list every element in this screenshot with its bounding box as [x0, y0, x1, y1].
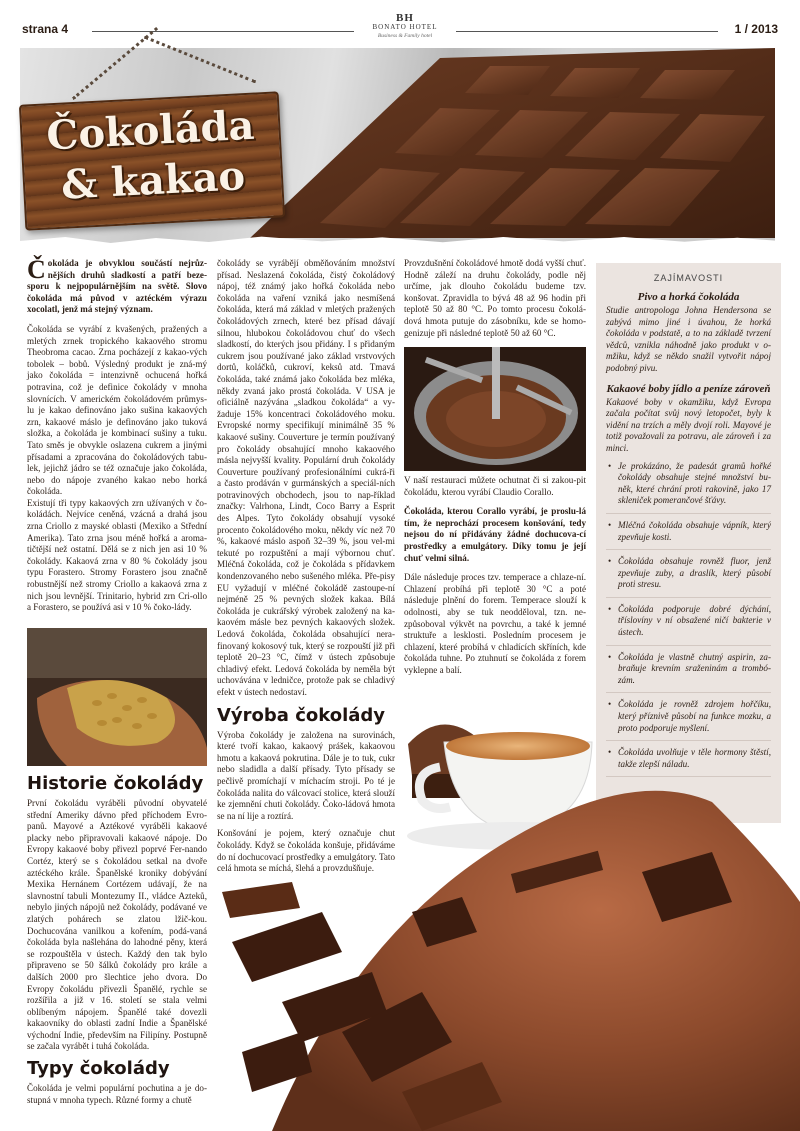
- fact-item: • Čokoláda uvolňuje v těle hormony štěstí, takže zlepší náladu.: [606, 747, 771, 777]
- paragraph-production: Výroba čokolády je založena na surovinách, které tvoří kakao, kakaový prášek, kakaovou hmotu a kakaová pokrutina. Dále je to tuk, cukr nebo sladidla a další přísady. Tyto přísady se pečlivě promíchají v míchacím stroji. Po té je čokoláda nalita do válcovací stolice, která slouží ke zjemnění chuti čokolády. Čoko-ládová hmota se na ní lije a roztírá.: [217, 729, 395, 821]
- paragraph-types-cont: čokolády se vyrábějí obměňováním množství přísad. Neslazená čokoláda, čistý čokoládový nápoj, též známý jako hořká čokoláda nebo čokoláda na vaření vzniká jako nesmíšená čokoláda, která má základ v mletých pražených čokoládových zrnech, které bez přísad dávají silnou, hlubokou čokoládovou chuť do všech sladkostí, do kterých jsou přidány. I s přidaným cukrem jsou používané jako základ vrstvových dortů, koláčků, cukroví, keksů atd. Tmavá čokoláda, také známá jako čokoláda bez mléka, někdy zvaná jako prostá čokoláda. V USA je oficiálně nazývána „sladkou čokoláda“ a vy-žaduje 15% koncentraci čokoládového moku. Evropské normy specifikují minimálně 35 % kakaové sušiny. Couverture je termín používaný pro čokolády obsahující mnoho kakaového másla nejvyšší kvality. Populární druh čokolády Couverture používaný profesionálními cukrá-ři a často prodáván v gurmánských a speciál-ních potravinových obchodech, jsou to nap-říklad značky: Valrhona, Lindt, Coco Barry a Esprit des Alpes. Tyto čokolády obsahují vysoké procento čokoládového moku, někdy víc než 70 %, kakaové máslo aspoň 32–39 %, jsou vel-mi tekuté po rozpuštění a mají výbornou chuť. Mléčná čokoláda, což je čokoláda s přídavkem kondenzovaného nebo sušeného mléka. Pře-pisy EU vyžadují v mléčné čokoládě zastoupe-ní nejméně 25 % pevných složek kakaa. Bílá čokoláda je cukrářský výrobek založený na ka-kaovém másle bez pevných kakaových složek. Ledová čokoláda, čokoláda obsahující nera-finovaný kokosový tuk, který se rozpouští již při teplotě 20–23 °C, čímž v ústech způsobuje chladivý efekt. Ledová čokoláda by neměla být uchovávána v ledničce, protože pak se chladivý efekt v ústech nedostaví.: [217, 258, 395, 697]
- paragraph-intro: Čokoláda se vyrábí z kvašených, pražených a mletých zrnek tropického kakaového stromu Theobroma cacao. Zrna pocházejí z kakao-vých tobolek – bobů. Výsledný produkt je zná-mý jako čokoláda = intenzivně ochucená hořká potravina, což je definice čokolády v mnoha slovnících. V americkém čokoládovém průmys-lu je kakao definováno jako sušina kakaových zrn, kakaové máslo je definováno jako tuková složka, a čokoláda je kombinací sušiny a tuku. Tato směs je obvykle oslazena cukrem a jinými přísadami a zpracována do čokoládových tabu-lek, jejichž jádro se též označuje jako čokoláda, nebo do nápoje zvaného kakao nebo horká čokoláda.: [27, 323, 207, 497]
- column-3-lower: [404, 475, 586, 677]
- fact-item: • Je prokázáno, že padesát gramů hořké čokolády obsahuje stejné množství bu-něk, které chrání proti rakovině, jako 17 skleniček pomerančové šťávy.: [606, 461, 771, 514]
- corallo-highlight: Čokoláda, kterou Corallo vyrábí, je proslu-lá tím, že neprochází procesem konšování, tedy nejsou do ní přidávány žádné dochucova-cí prostředky a emulgátory. Díky tomu je její chuť velmi silná.: [404, 506, 586, 563]
- fact-item: • Mléčná čokoláda obsahuje vápník, který zpevňuje kosti.: [606, 520, 771, 550]
- paragraph-beans: Existují tři typy kakaových zrn užívaných v čo-koládách. Nejvíce ceněná, vzácná a drahá jsou zrna Criollo z mayské oblasti (Mexiko a Střední Amerika). Tato zrna jsou méně hořká a aroma-tičtější než ostatní. Dělá se z nich jen asi 10 % čokolády. Kakaová zrna v 80 % čokolády jsou typu Forastero. Stromy Forastero jsou značně robustnější než stromy Criollo a kakaová zrna z nich jsou levnější. Trinitario, hybrid zrn Cri-ollo a Forastero, se používá asi v 10 % čoko-lády.: [27, 497, 207, 613]
- lead-text: okoláda je obvyklou součástí nejrůz-nějších druhů sladkostí a patří beze-sporu k nejpopulárnějším na světě. Slovo čokoláda má původ v aztéckém výrazu xocolatl, jenž má stejný význam.: [27, 258, 207, 315]
- history-section: [27, 773, 207, 1053]
- fact-item: • Čokoláda je vlastně chutný aspirin, za-braňuje krevním sraženinám a trombó-zám.: [606, 652, 771, 694]
- chocolate-mixer-photo: [404, 347, 586, 471]
- hero-title: [21, 99, 282, 212]
- hero-title-line1: Čokoláda: [45, 101, 256, 160]
- heading-types: Typy čokolády: [27, 1058, 170, 1079]
- lead-paragraph: [27, 255, 207, 316]
- paragraph-types: Čokoláda je velmi populární pochutina a je do-stupná v mnoha typech. Různé formy a chutě: [27, 1083, 207, 1105]
- fact-item: • Čokoláda obsahuje rovněž fluor, jenž zpevňuje zuby, a draslík, který působí proti stresu.: [606, 556, 771, 598]
- heading-production: Výroba čokolády: [217, 704, 386, 726]
- column-3: [404, 258, 586, 339]
- paragraph-tempering: Dále následuje proces tzv. temperace a chlaze-ní. Chlazení probíhá při teplotě 30 °C a poté následuje plnění do forem. Temperace slouží k odolnosti, aby se tuk neodděloval, tzn. ne-způsoboval výkvět na povrchu, a také k jemné struktuře a lesklosti. Posledním procesem je chlazení, které probíhá v chladících skříních, kde čokoláda tuhne. Po ztuhnutí se čokoláda z forem vyklepne a balí.: [404, 572, 586, 675]
- logo-monogram: BH: [396, 12, 414, 24]
- hotel-logo: [360, 14, 450, 41]
- fact-item: • Čokoláda podporuje dobré dýchání, tříslovíny v ní obsažené ničí bakterie v ústech.: [606, 604, 771, 646]
- sidebar-text-beans: Kakaové boby v okamžiku, když Evropa začala počítat svůj nový letopočet, byly k vidění na trzích a měly dvojí roli. Mayové je totiž považovali za potravu, ale zároveň i za minci.: [606, 396, 771, 453]
- issue-number: 1 / 2013: [734, 22, 778, 36]
- sidebar-label: ZAJÍMAVOSTI: [653, 273, 724, 283]
- hero-sign: [19, 91, 285, 230]
- logo-tagline: Business & Family hotel: [377, 33, 433, 39]
- sidebar-text-beer: Studie antropologa Johna Hendersona se zabývá mimo jiné i úvahou, že horká čokoláda v podstatě, a to na základě tvrzení vědců, vznikla náhodně jako produkt v o-mžiku, když se někdo snažil vytvořit nápoj podobný pivu.: [606, 305, 771, 373]
- header-rule-right: [456, 31, 718, 32]
- header-rule-left: [92, 31, 354, 32]
- column-1: [27, 255, 207, 614]
- paragraph-history: První čokoládu vyráběli původní obyvatelé střední Ameriky dávno před příchodem Evro-panů. Mayové a Aztékové vyráběli kakaové placky nebo připravovali kakaové nápoje. Do Evropy kakaové boby přivezl poprvé Fer-nando Cortéz, který se s čokoládou setkal na dvoře aztéckého krále. Španělské kroniky dobývání Mexika Hernánem Cortézem udávají, že na slavnostní tabuli Montezumy II., vládce Azteků, nebylo jiných nápojů než čokolády, podávané ve zlatých pohárech se zlatou lžič-kou. Dochucována vanilkou a kořením, podá-vaná čokoláda byla našlehána do lahodné pěny, která se rozpouštěla v ústech. Každý den tak bylo připraveno se 50 šálků čokolády pro krále a dalších 2000 pro šlechtice jeho dvora. Do Evropy čokoládu přivezli Španělé, rychle se rozšířila a již v 16. století se stala velmi oblíbeným nápojem. Španělé také dovezli kakaovníky do oblasti zadní Indie a Španělské východní Indie, především na Filipíny. Postupně se začala vyrábět i tuhá čokoláda.: [27, 798, 207, 1052]
- page-number: strana 4: [22, 22, 69, 36]
- paragraph-conching-cont: Provzdušnění čokoládové hmotě dodá vyšší chuť. Hodně záleží na druhu čokolády, podle něj určíme, jak dlouho čokoládu budeme tzv. konšovat. Zpravidla to bývá 48 až 96 hodin při teplotě 50 až 80 °C. Po tomto procesu čokolá-dová hmota putuje do zásobníku, kde se homo-genizuje při následné teplotě 50 až 60 °C.: [404, 258, 586, 338]
- sidebar-heading-beans: Kakaové boby jídlo a peníze zároveň: [606, 382, 771, 395]
- fact-item: • Čokoláda je rovněž zdrojem hořčíku, který příznivě působí na funkce mozku, a proto podporuje myšlení.: [606, 699, 771, 741]
- types-section: [27, 1058, 207, 1106]
- paragraph-conching: Konšování je pojem, který označuje chut čokolády. Když se čokoláda konšuje, přidáváme do ní dochucovací prostředky a emulgátory. Tato celá hmota se míchá, šlehá a provzdušňuje.: [217, 828, 395, 874]
- photo-caption: V naší restauraci můžete ochutnat či si zakou-pit čokoládu, kterou vyrábí Claudio Corallo.: [404, 475, 586, 497]
- cocoa-beans-photo: [27, 628, 207, 766]
- hero-title-line2: & kakao: [59, 152, 247, 209]
- heading-history: Historie čokolády: [27, 773, 204, 794]
- cocoa-powder-illustration: [212, 712, 800, 1131]
- drop-cap: Č: [27, 255, 46, 284]
- logo-name: BONATO HOTEL: [372, 23, 438, 31]
- sidebar-heading-beer: Pivo a horká čokoláda: [637, 291, 740, 303]
